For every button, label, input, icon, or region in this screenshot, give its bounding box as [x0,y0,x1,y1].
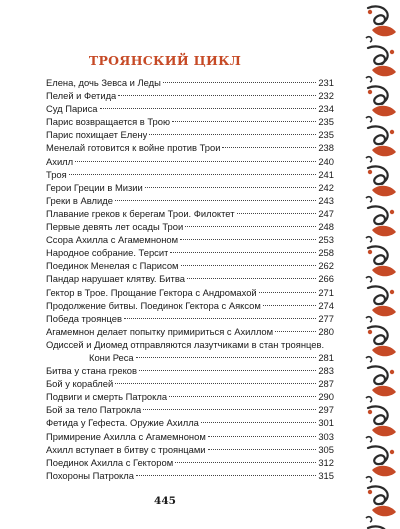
toc-entry-page: 248 [318,221,334,233]
toc-entry-page: 238 [318,142,334,154]
toc-entry-page: 281 [318,351,334,363]
toc-entry [46,299,334,312]
toc-entry-title: Поединок Менелая с Парисом [46,260,179,272]
toc-entry [46,312,334,325]
toc-entry-title: Елена, дочь Зевса и Леды [46,77,161,88]
toc-entry [46,115,334,128]
ornament-motif [366,406,396,442]
toc-entry [46,430,334,443]
toc-entry-title: Продолжение битвы. Поединок Гектора с Аяксом [46,299,261,311]
toc-leader-dots [170,252,316,253]
ornament-motif [366,46,396,82]
toc-entry [46,272,334,285]
toc-entry-title: Суд Париса [46,103,98,115]
toc-leader-dots [149,134,316,135]
toc-entry [46,102,334,115]
toc-entry-page: 232 [318,90,334,102]
toc-entry-page: 287 [318,378,334,390]
toc-entry-title: Парис возвращается в Трою [46,116,171,128]
toc-entry [46,233,334,246]
ornament-motif [366,86,396,122]
toc-entry-page: 301 [318,417,334,429]
toc-entry [46,155,334,168]
table-of-contents [46,76,334,482]
toc-leader-dots [185,226,316,227]
toc-entry-page: 243 [318,194,334,206]
toc-entry-title: Народное собрание. Терсит [46,247,169,259]
ornament-motif [366,6,396,42]
toc-entry-page: 305 [318,443,334,455]
toc-entry-page: 280 [318,325,334,337]
toc-leader-dots [118,95,316,96]
decorative-border-ornament [362,0,400,529]
toc-entry-page: 312 [318,456,334,468]
toc-leader-dots [115,383,316,384]
toc-entry-title: Парис похищает Елену [46,129,148,141]
toc-leader-dots [222,147,316,148]
ornament-motif [366,126,396,162]
toc-leader-dots [237,213,317,214]
toc-entry-title: Первые девять лет осады Трои [46,221,184,233]
toc-entry [46,403,334,416]
ornament-motif [366,206,396,242]
toc-entry-title: Гектор в Трое. Прощание Гектора с Андромахой [46,286,257,298]
toc-entry-title: Ахилл [46,155,74,167]
toc-entry [46,141,334,154]
toc-leader-dots [100,108,317,109]
toc-entry [46,259,334,272]
toc-leader-dots [143,409,316,410]
toc-entry-page: 247 [318,207,334,219]
toc-entry-title: Кони Реса [89,351,134,363]
toc-entry-page: 283 [318,365,334,377]
toc-entry-title: Одиссей и Диомед отправляются лазутчиками в стан троянцев. [46,338,324,350]
toc-entry-page: 290 [318,391,334,403]
ornament-motif [366,366,396,402]
toc-entry [46,246,334,259]
ornament-motif [366,286,396,322]
toc-entry-title: Фетида у Гефеста. Оружие Ахилла [46,417,199,429]
toc-entry [46,168,334,181]
toc-leader-dots [172,121,316,122]
toc-leader-dots [169,396,316,397]
toc-entry-page: 274 [318,299,334,311]
toc-entry-page: 266 [318,273,334,285]
toc-leader-dots [136,357,317,358]
toc-leader-dots [201,422,316,423]
toc-entry-page: 258 [318,247,334,259]
toc-leader-dots [163,82,316,83]
toc-entry-title: Ахилл вступает в битву с троянцами [46,443,206,455]
toc-entry-title: Победа троянцев [46,312,122,324]
toc-entry [46,390,334,403]
toc-entry-page: 240 [318,155,334,167]
toc-leader-dots [208,436,317,437]
toc-leader-dots [180,239,316,240]
ornament-motif [366,246,396,282]
toc-entry-page: 277 [318,312,334,324]
toc-entry [46,325,334,338]
toc-entry-title: Битва у стана греков [46,365,138,377]
toc-leader-dots [187,278,316,279]
toc-leader-dots [139,370,316,371]
toc-leader-dots [208,449,317,450]
toc-entry-title: Агамемнон делает попытку примириться с Ахиллом [46,325,274,337]
toc-entry-page: 253 [318,234,334,246]
toc-entry [46,443,334,456]
toc-entry [46,128,334,141]
toc-entry [46,377,334,390]
section-title: ТРОЯНСКИЙ ЦИКЛ [88,53,242,68]
toc-leader-dots [259,292,317,293]
page-number: 445 [154,495,176,507]
ornament-motif [366,326,396,362]
toc-leader-dots [69,174,317,175]
toc-entry [46,76,334,89]
toc-entry-page: 271 [318,286,334,298]
toc-entry-title: Герои Греции в Мизии [46,181,143,193]
toc-entry [46,469,334,482]
ornament-motif [366,486,396,522]
toc-entry-title: Бой у кораблей [46,378,114,390]
toc-entry-page: 315 [318,469,334,481]
toc-entry [46,364,334,377]
toc-entry-title: Пандар нарушает клятву. Битва [46,273,185,285]
toc-leader-dots [124,318,316,319]
toc-leader-dots [263,305,317,306]
toc-entry [46,194,334,207]
toc-entry-page: 262 [318,260,334,272]
toc-entry-title: Ссора Ахилла с Агамемноном [46,234,179,246]
toc-leader-dots [145,187,317,188]
toc-entry-title: Бой за тело Патрокла [46,404,142,416]
toc-entry-page: 242 [318,181,334,193]
toc-entry-title: Плавание греков к берегам Трои. Филоктет [46,207,235,219]
toc-entry-page: 241 [318,168,334,180]
toc-leader-dots [115,200,316,201]
toc-entry [46,220,334,233]
toc-entry [46,456,334,469]
toc-entry-page: 235 [318,129,334,141]
toc-entry-title: Пелей и Фетида [46,90,117,102]
toc-entry-page: 297 [318,404,334,416]
toc-entry-page: 231 [318,77,334,88]
toc-entry-title: Примирение Ахилла с Агамемноном [46,430,206,442]
ornament-motif [366,166,396,202]
toc-entry-title: Греки в Авлиде [46,194,113,206]
toc-entry-page: 235 [318,116,334,128]
toc-entry [46,181,334,194]
toc-entry-title: Похороны Патрокла [46,469,134,481]
toc-entry [46,89,334,102]
toc-entry-title: Поединок Ахилла с Гектором [46,456,174,468]
toc-leader-dots [275,331,316,332]
toc-leader-dots [181,265,317,266]
toc-entry [46,351,334,364]
ornament-motif [366,446,396,482]
toc-entry-title: Менелай готовится к войне против Трои [46,142,221,154]
toc-entry [46,338,334,351]
toc-entry [46,207,334,220]
toc-leader-dots [75,161,316,162]
toc-entry [46,286,334,299]
toc-leader-dots [175,462,316,463]
toc-entry [46,416,334,429]
toc-entry-title: Подвиги и смерть Патрокла [46,391,168,403]
toc-entry-page: 303 [318,430,334,442]
toc-entry-title: Троя [46,168,67,180]
toc-entry-page: 234 [318,103,334,115]
toc-leader-dots [136,475,316,476]
